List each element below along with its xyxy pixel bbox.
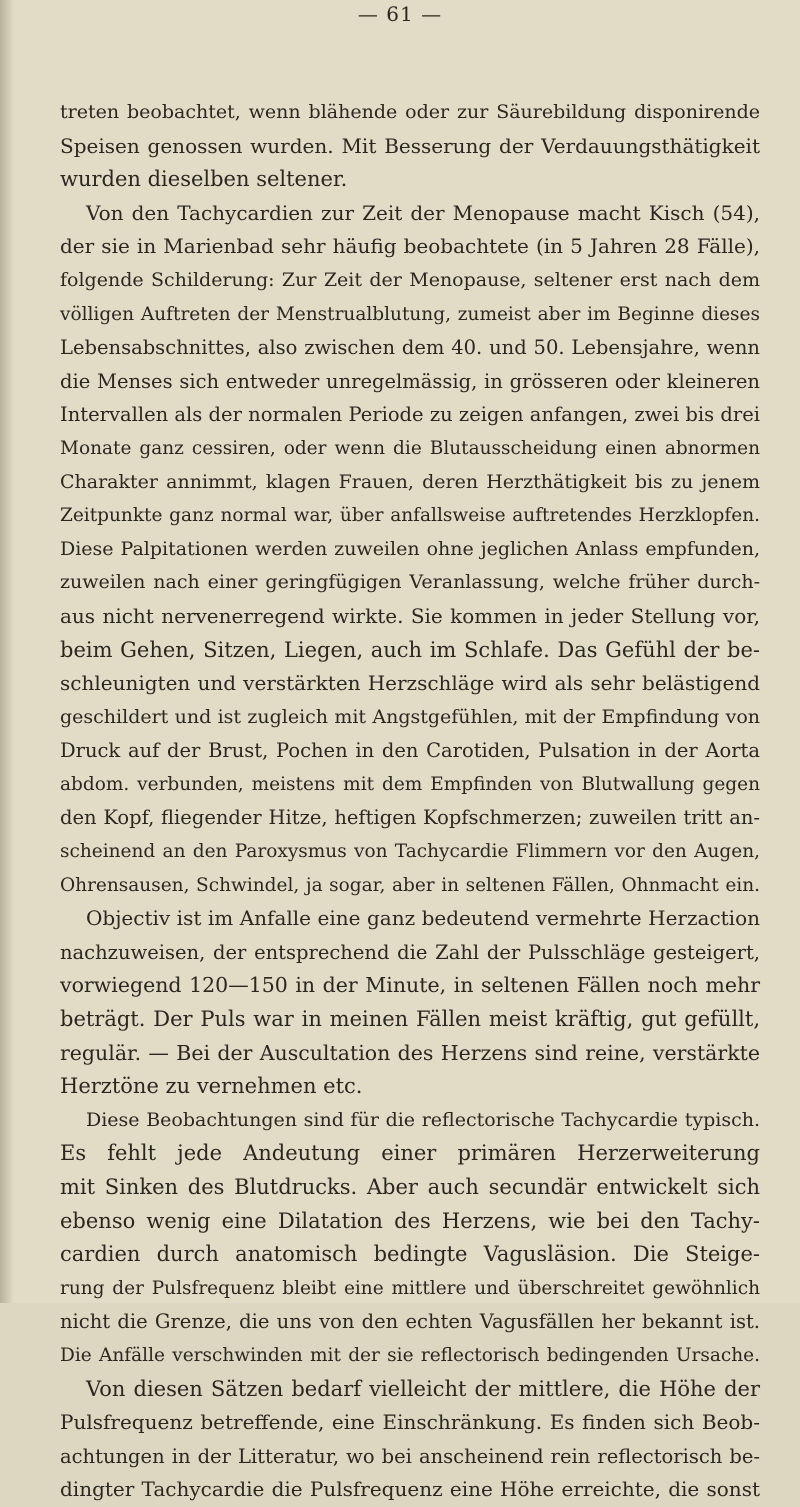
text-line: Von den Tachycardien zur Zeit der Menopause macht Kisch (54), [86,200,760,225]
text-line: abdom. verbunden, meistens mit dem Empfinden von Blutwallung gegen [60,773,760,795]
text-line: schleunigten und verstärkten Herzschläge wird als sehr belästigend [60,671,760,696]
text-line: Herztöne zu vernehmen etc. [60,1074,363,1099]
text-line: zuweilen nach einer geringfügigen Veranlassung, welche früher durch- [60,571,760,594]
text-line: Druck auf der Brust, Pochen in den Carotiden, Pulsation in der Aorta [60,739,760,763]
text-line: ebenso wenig eine Dilatation des Herzens, wie bei den Tachy- [60,1208,760,1233]
page-gutter-shadow [0,0,14,1303]
body-text [60,96,760,1507]
text-line: Charakter annimmt, klagen Frauen, deren Herzthätigkeit bis zu jenem [60,470,760,493]
text-line: beträgt. Der Puls war in meinen Fällen meist kräftig, gut gefüllt, [60,1007,760,1032]
text-line: Ohrensausen, Schwindel, ja sogar, aber in seltenen Fällen, Ohnmacht ein. [60,874,760,896]
text-line: Pulsfrequenz betreffende, eine Einschränkung. Es finden sich Beob- [60,1410,760,1435]
text-line: regulär. — Bei der Auscultation des Herzens sind reine, verstärkte [60,1040,760,1065]
text-line: scheinend an den Paroxysmus von Tachycardie Flimmern vor den Augen, [60,841,760,863]
text-line: aus nicht nervenerregend wirkte. Sie kommen in jeder Stellung vor, [60,603,760,628]
page-number: — 61 — [357,2,443,26]
text-line: nachzuweisen, der entsprechend die Zahl der Pulsschläge gesteigert, [60,940,760,964]
text-line: den Kopf, fliegender Hitze, heftigen Kopfschmerzen; zuweilen tritt an- [60,806,760,830]
text-line: cardien durch anatomisch bedingte Vagusläsion. Die Steige- [60,1242,760,1267]
text-line: Diese Palpitationen werden zuweilen ohne jeglichen Anlass empfunden, [60,537,760,560]
text-line: völligen Auftreten der Menstrualblutung, zumeist aber im Beginne dieses [60,303,760,325]
text-line: dingter Tachycardie die Pulsfrequenz eine Höhe erreichte, die sonst [60,1477,760,1502]
text-line: achtungen in der Litteratur, wo bei anscheinend rein reflectorisch be- [60,1444,760,1468]
text-line: Speisen genossen wurden. Mit Besserung der Verdauungsthätigkeit [60,133,760,158]
text-line: geschildert und ist zugleich mit Angstgefühlen, mit der Empfindung von [60,705,760,728]
text-line: rung der Pulsfrequenz bleibt eine mittlere und überschreitet gewöhnlich [60,1277,760,1299]
text-line: Von diesen Sätzen bedarf vielleicht der mittlere, die Höhe der [86,1376,760,1401]
text-line: wurden dieselben seltener. [60,167,348,192]
text-line: folgende Schilderung: Zur Zeit der Menopause, seltener erst nach dem [60,268,760,291]
text-line: treten beobachtet, wenn blähende oder zur Säurebildung disponirende [60,101,760,123]
text-line: mit Sinken des Blutdrucks. Aber auch secundär entwickelt sich [60,1175,760,1199]
text-line: Es fehlt jede Andeutung einer primären Herzerweiterung [60,1141,760,1166]
text-line: Objectiv ist im Anfalle eine ganz bedeutend vermehrte Herzaction [86,906,760,931]
text-line: die Menses sich entweder unregelmässig, in grösseren oder kleineren [60,369,760,393]
text-line: Die Anfälle verschwinden mit der sie reflectorisch bedingenden Ursache. [60,1344,760,1366]
text-line: der sie in Marienbad sehr häufig beobachtete (in 5 Jahren 28 Fälle), [60,234,760,259]
text-line: Diese Beobachtungen sind für die reflectorische Tachycardie typisch. [86,1108,760,1131]
text-line: Intervallen als der normalen Periode zu zeigen anfangen, zwei bis drei [60,403,760,427]
text-line: beim Gehen, Sitzen, Liegen, auch im Schlafe. Das Gefühl der be- [60,637,760,662]
text-line: Lebensabschnittes, also zwischen dem 40. und 50. Lebensjahre, wenn [60,336,760,360]
text-line: Monate ganz cessiren, oder wenn die Blutausscheidung einen abnormen [60,437,760,459]
text-line: nicht die Grenze, die uns von den echten Vagusfällen her bekannt ist. [60,1310,760,1334]
text-line: Zeitpunkte ganz normal war, über anfallsweise auftretendes Herzklopfen. [60,505,760,527]
text-line: vorwiegend 120—150 in der Minute, in seltenen Fällen noch mehr [60,973,760,998]
